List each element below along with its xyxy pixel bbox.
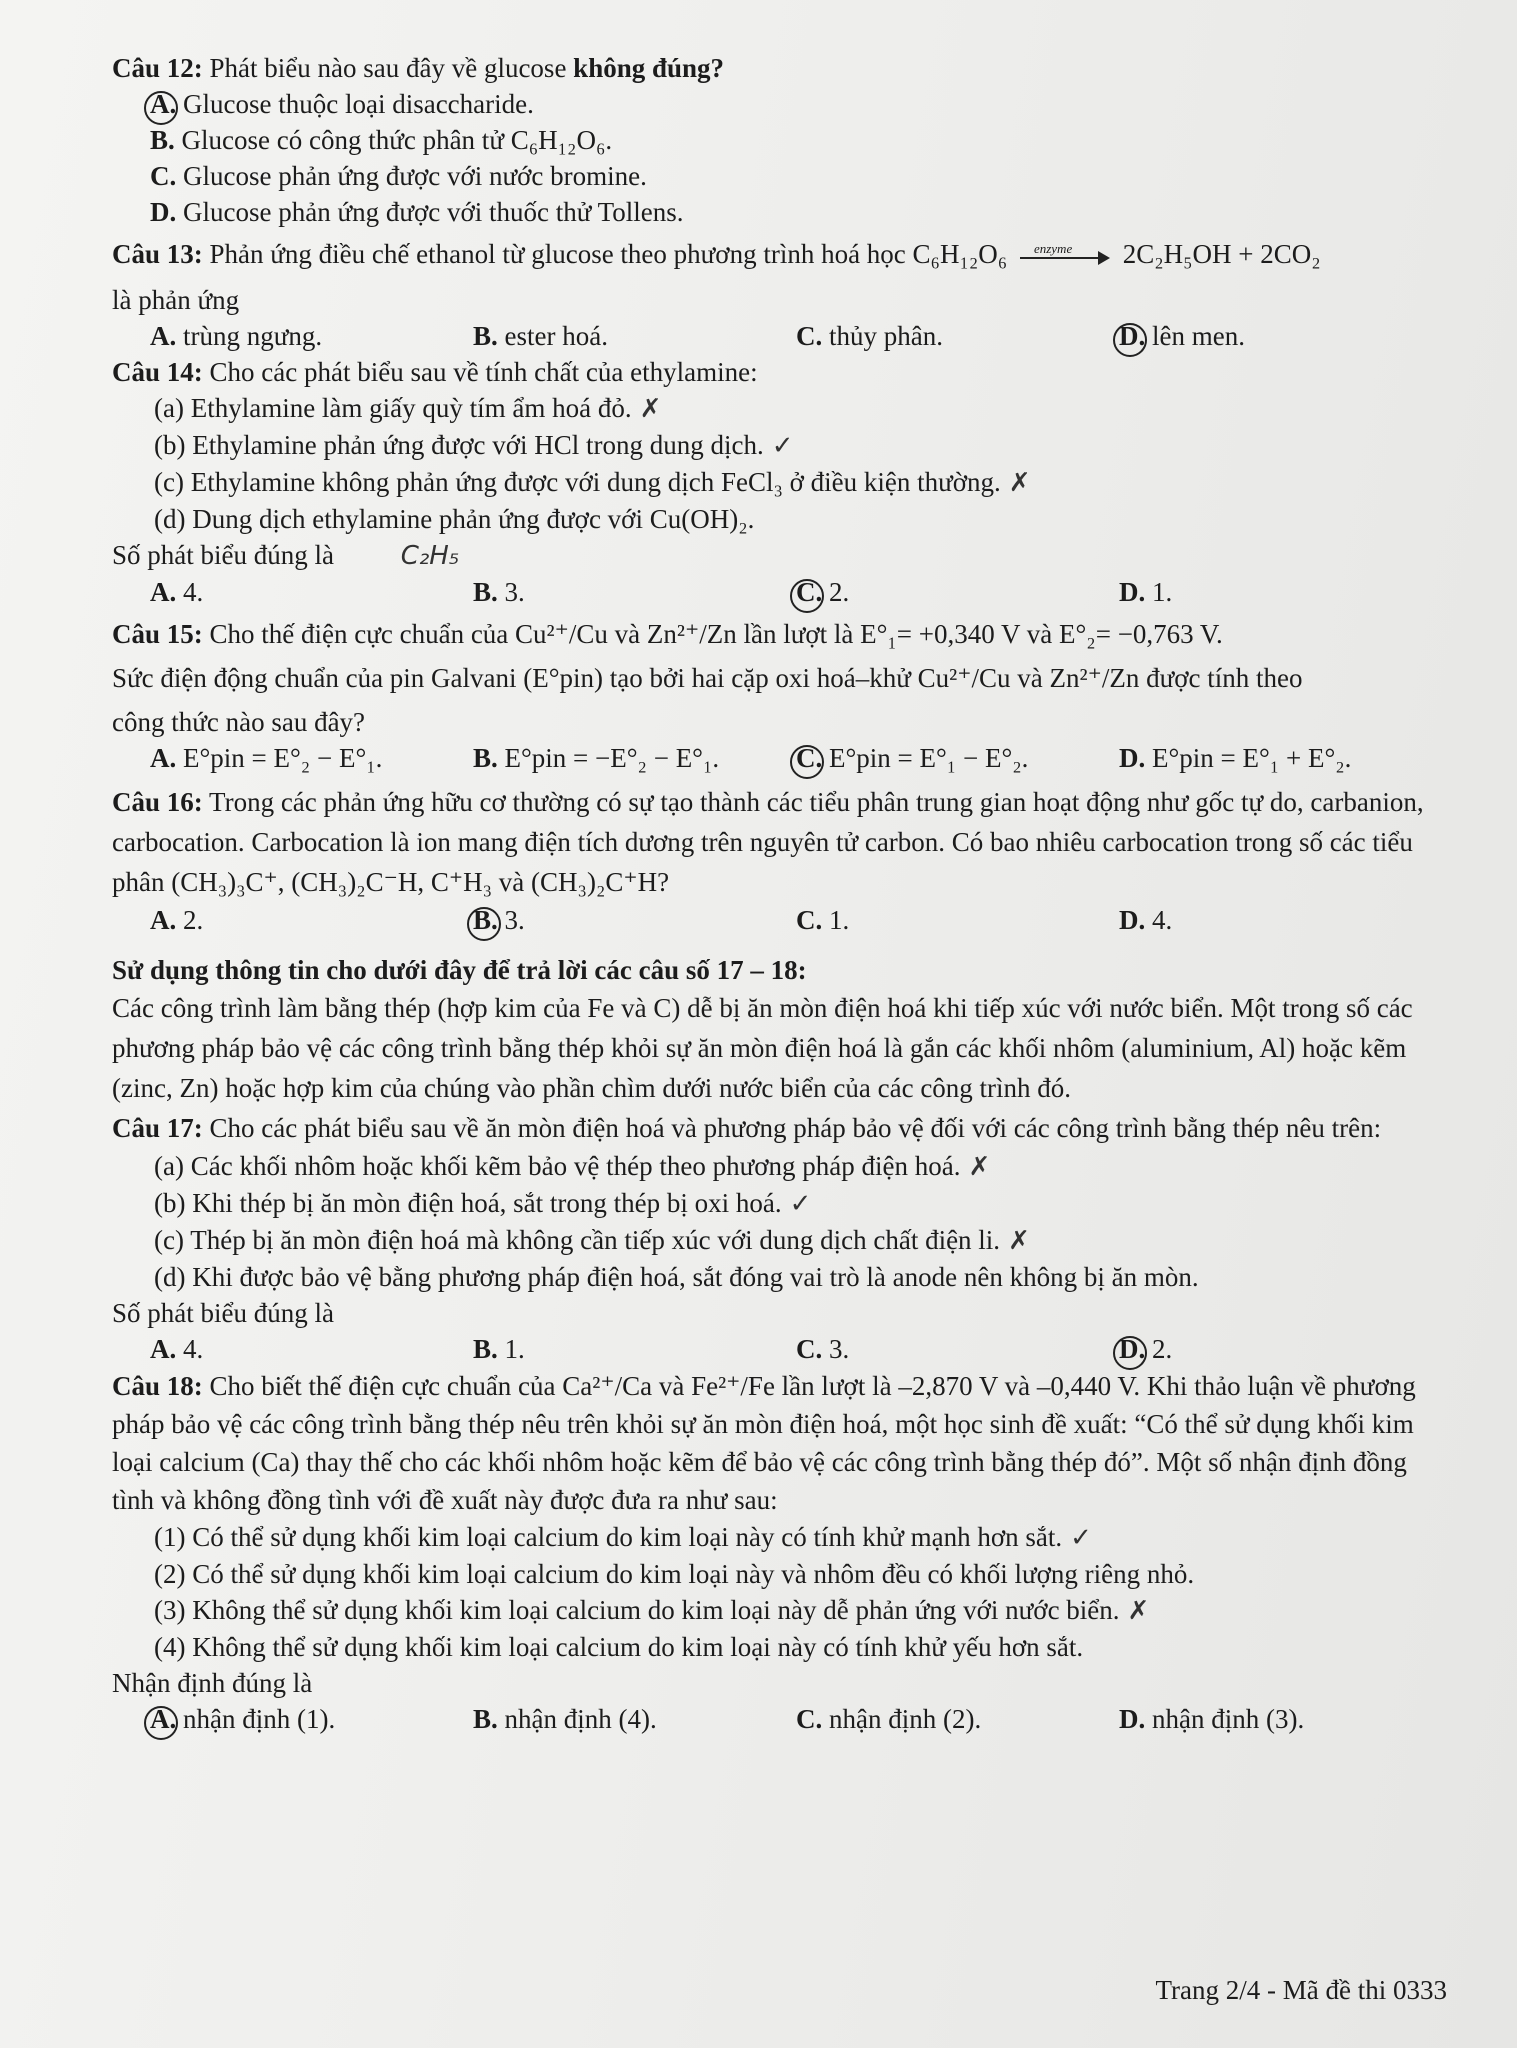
option-text: 4. [1152,905,1173,935]
option-label: D. [1119,577,1146,607]
q15-option-d [1119,740,1442,776]
option-label: B. [150,125,175,155]
q18-option-a [150,1701,473,1737]
q17-item-c [154,1222,1442,1259]
question-15-text3: công thức nào sau đây? [112,707,366,737]
statement-text: (c) Thép bị ăn mòn điện hoá mà không cần tiếp xúc với dung dịch chất điện li. [154,1225,1001,1255]
q14-option-b [473,574,796,610]
q12-option-a [150,86,1442,122]
question-12 [112,50,1442,86]
q18-option-d [1119,1701,1442,1737]
option-label: B. [473,321,498,351]
option-text: 1. [1152,577,1173,607]
handwritten-mark: ✓ [1070,1523,1092,1553]
option-text: nhận định (4). [504,1704,657,1734]
statement-text: (a) Ethylamine làm giấy quỳ tím ẩm hoá đỏ. [154,393,632,423]
option-text: Glucose phản ứng được với thuốc thử Tollens. [183,197,684,227]
q15-options [150,740,1442,776]
reaction-arrow [1020,240,1110,267]
question-14-number: Câu 14: [112,357,203,387]
option-label: B. [473,743,498,773]
handwritten-mark: ✗ [1008,468,1031,498]
statement-text: (b) Ethylamine phản ứng được với HCl trong dung dịch. [154,430,764,460]
option-label: B. [473,1704,498,1734]
option-label: C. [150,161,177,191]
q15-option-c [796,740,1119,776]
handwritten-mark: ✗ [1008,1226,1030,1256]
question-15 [112,616,1442,652]
handwritten-note: C₂H₅ [400,541,460,571]
option-label: D. [1119,743,1146,773]
option-text: 3. [504,905,525,935]
option-label: A. [150,89,177,119]
option-label: D. [1119,321,1146,351]
option-text: 1. [829,905,850,935]
statement-text: (d) Khi được bảo vệ bằng phương pháp điện hoá, sắt đóng vai trò là anode nên không bị ăn mòn. [154,1262,1199,1292]
option-text: 1. [504,1334,525,1364]
option-text: E°pin = E°₁ + E°₂. [1152,743,1352,773]
option-text: 4. [183,1334,204,1364]
statement-text: (a) Các khối nhôm hoặc khối kẽm bảo vệ thép theo phương pháp điện hoá. [154,1151,961,1181]
q14-options [150,574,1442,610]
question-13-number: Câu 13: [112,239,203,269]
q17-option-b [473,1331,796,1367]
q16-option-a [150,902,473,938]
q14-item-d [154,501,1442,537]
q13-options [150,318,1442,354]
question-16-number: Câu 16: [112,787,203,817]
option-text: 2. [1152,1334,1173,1364]
q17-item-d [154,1259,1442,1295]
option-label: C. [796,743,823,773]
handwritten-mark: ✗ [1127,1596,1150,1626]
q13-option-d [1119,318,1442,354]
option-text: 4. [183,577,204,607]
statement-text: (d) Dung dịch ethylamine phản ứng được với Cu(OH)₂. [154,504,755,534]
q16-option-d [1119,902,1442,938]
question-18 [112,1367,1442,1519]
statement-text: (b) Khi thép bị ăn mòn điện hoá, sắt trong thép bị oxi hoá. [154,1188,782,1218]
question-17 [112,1108,1442,1148]
q15-option-a [150,740,473,776]
option-label: C. [796,1334,823,1364]
q13-option-b [473,318,796,354]
q15-option-b [473,740,796,776]
q18-item-3 [154,1592,1442,1629]
handwritten-mark: ✓ [789,1189,812,1219]
q17-item-b [154,1185,1442,1222]
option-text: Glucose có công thức phân tử C₆H₁₂O₆. [181,125,613,155]
option-text: Glucose thuộc loại disaccharide. [183,89,534,119]
option-label: B. [473,577,498,607]
option-text: thủy phân. [829,321,943,351]
option-text: ester hoá. [504,321,608,351]
question-13-text2: là phản ứng [112,285,240,315]
q17-option-d [1119,1331,1442,1367]
exam-content [112,50,1442,1737]
question-15-text2: Sức điện động chuẩn của pin Galvani (E°pin) tạo bởi hai cặp oxi hoá–khử Cu²⁺/Cu và Zn²⁺/Zn được tính theo [112,663,1303,693]
option-text: nhận định (2). [829,1704,982,1734]
question-12-number: Câu 12: [112,53,203,83]
q14-option-d [1119,574,1442,610]
option-label: D. [1119,1704,1146,1734]
option-text: 2. [183,905,204,935]
q14-prompt [112,537,1442,574]
option-label: B. [473,1334,498,1364]
question-13-text: Phản ứng điều chế ethanol từ glucose theo phương trình hoá học C₆H₁₂O₆ [209,239,1008,269]
q16-options [150,902,1442,938]
page-footer: Trang 2/4 - Mã đề thi 0333 [1155,1975,1447,2005]
arrow-label: enzyme [1033,240,1073,256]
option-text: nhận định (1). [183,1704,336,1734]
option-label: D. [1119,1334,1146,1364]
option-label: A. [150,1704,177,1734]
info-text: Các công trình làm bằng thép (hợp kim của Fe và C) dễ bị ăn mòn điện hoá khi tiếp xúc với nước biển. Một trong số các phương pháp bảo vệ các công trình bằng thép khỏi sự ăn mòn điện hoá là gắn các khối nhôm (aluminium, Al) hoặc kẽm (zinc, Zn) hoặc hợp kim của chúng vào phần chìm dưới nước biển của các công trình đó. [112,993,1413,1103]
statement-text: (2) Có thể sử dụng khối kim loại calcium do kim loại này và nhôm đều có khối lượng riêng nhỏ. [154,1559,1195,1589]
q17-option-c [796,1331,1119,1367]
q14-item-a [154,390,1442,427]
question-13-products: 2C₂H₅OH + 2CO₂ [1122,239,1321,269]
question-12-text: Phát biểu nào sau đây về glucose [209,53,567,83]
option-text: lên men. [1152,321,1245,351]
info-title: Sử dụng thông tin cho dưới đây để trả lời các câu số 17 – 18: [112,955,807,985]
q12-option-d [150,194,1442,230]
option-label: A. [150,577,177,607]
q12-option-c [150,158,1442,194]
option-text: 2. [829,577,850,607]
option-label: D. [150,197,177,227]
option-text: 3. [504,577,525,607]
option-text: E°pin = E°₁ − E°₂. [829,743,1029,773]
option-label: C. [796,905,823,935]
option-text: E°pin = E°₂ − E°₁. [183,743,383,773]
option-label: C. [796,321,823,351]
option-text: trùng ngưng. [183,321,323,351]
prompt-text: Số phát biểu đúng là [112,540,334,570]
q18-prompt: Nhận định đúng là [112,1668,313,1698]
option-label: A. [150,1334,177,1364]
question-15-text: Cho thế điện cực chuẩn của Cu²⁺/Cu và Zn²⁺/Zn lần lượt là E°₁= +0,340 V và E°₂= −0,763 V. [209,619,1223,649]
option-text: 3. [829,1334,850,1364]
q16-option-b [473,902,796,938]
q17-option-a [150,1331,473,1367]
q12-option-b [150,122,1442,158]
q18-option-b [473,1701,796,1737]
q17-prompt: Số phát biểu đúng là [112,1298,334,1328]
handwritten-mark: ✗ [968,1152,991,1182]
question-18-number: Câu 18: [112,1371,203,1401]
q14-item-b [154,427,1442,464]
q18-item-2 [154,1556,1442,1592]
q13-option-c [796,318,1119,354]
q14-option-a [150,574,473,610]
question-14 [112,354,1442,390]
handwritten-mark: ✓ [771,431,794,461]
option-text: nhận định (3). [1152,1704,1305,1734]
q18-item-4 [154,1629,1442,1665]
statement-text: (1) Có thể sử dụng khối kim loại calcium do kim loại này có tính khử mạnh hơn sắt. [154,1522,1063,1552]
statement-text: (c) Ethylamine không phản ứng được với dung dịch FeCl₃ ở điều kiện thường. [154,467,1001,497]
option-label: A. [150,905,177,935]
question-12-emphasis: không đúng? [573,53,725,83]
q18-option-c [796,1701,1119,1737]
option-label: B. [473,905,498,935]
statement-text: (4) Không thể sử dụng khối kim loại calcium do kim loại này có tính khử yếu hơn sắt. [154,1632,1084,1662]
statement-text: (3) Không thể sử dụng khối kim loại calcium do kim loại này dễ phản ứng với nước biển. [154,1595,1120,1625]
option-label: C. [796,577,823,607]
q17-item-a [154,1148,1442,1185]
option-label: D. [1119,905,1146,935]
q18-item-1 [154,1519,1442,1556]
question-16-text: Trong các phản ứng hữu cơ thường có sự tạo thành các tiểu phân trung gian hoạt động như gốc tự do, carbanion, carbocation. Carbocation là ion mang điện tích dương trên nguyên tử carbon. Có bao nhiêu carbocation trong số các tiểu phân (CH₃)₃C⁺, (CH₃)₂C⁻H, C⁺H₃ và (CH₃)₂C⁺H? [112,787,1424,897]
option-text: E°pin = −E°₂ − E°₁. [504,743,720,773]
question-18-text: Cho biết thế điện cực chuẩn của Ca²⁺/Ca và Fe²⁺/Fe lần lượt là –2,870 V và –0,440 V. Khi thảo luận về phương pháp bảo vệ các công trình bằng thép nêu trên khỏi sự ăn mòn điện hoá, một học sinh đề xuất: “Có thể sử dụng khối kim loại calcium (Ca) thay thế cho các khối nhôm hoặc kẽm để bảo vệ các công trình bằng thép đó”. Một số nhận định đồng tình và không đồng tình với đề xuất này được đưa ra như sau: [112,1371,1416,1515]
question-13 [112,236,1442,272]
q13-option-a [150,318,473,354]
option-label: A. [150,743,177,773]
question-17-text: Cho các phát biểu sau về ăn mòn điện hoá và phương pháp bảo vệ đối với các công trình bằng thép nêu trên: [209,1113,1382,1143]
option-label: C. [796,1704,823,1734]
q14-item-c [154,464,1442,501]
handwritten-mark: ✗ [639,394,662,424]
q18-options [150,1701,1442,1737]
question-16 [112,782,1442,902]
question-17-number: Câu 17: [112,1113,203,1143]
question-15-number: Câu 15: [112,619,203,649]
q14-option-c [796,574,1119,610]
option-label: A. [150,321,177,351]
option-text: Glucose phản ứng được với nước bromine. [183,161,647,191]
q17-options [150,1331,1442,1367]
q16-option-c [796,902,1119,938]
question-14-text: Cho các phát biểu sau về tính chất của ethylamine: [209,357,758,387]
